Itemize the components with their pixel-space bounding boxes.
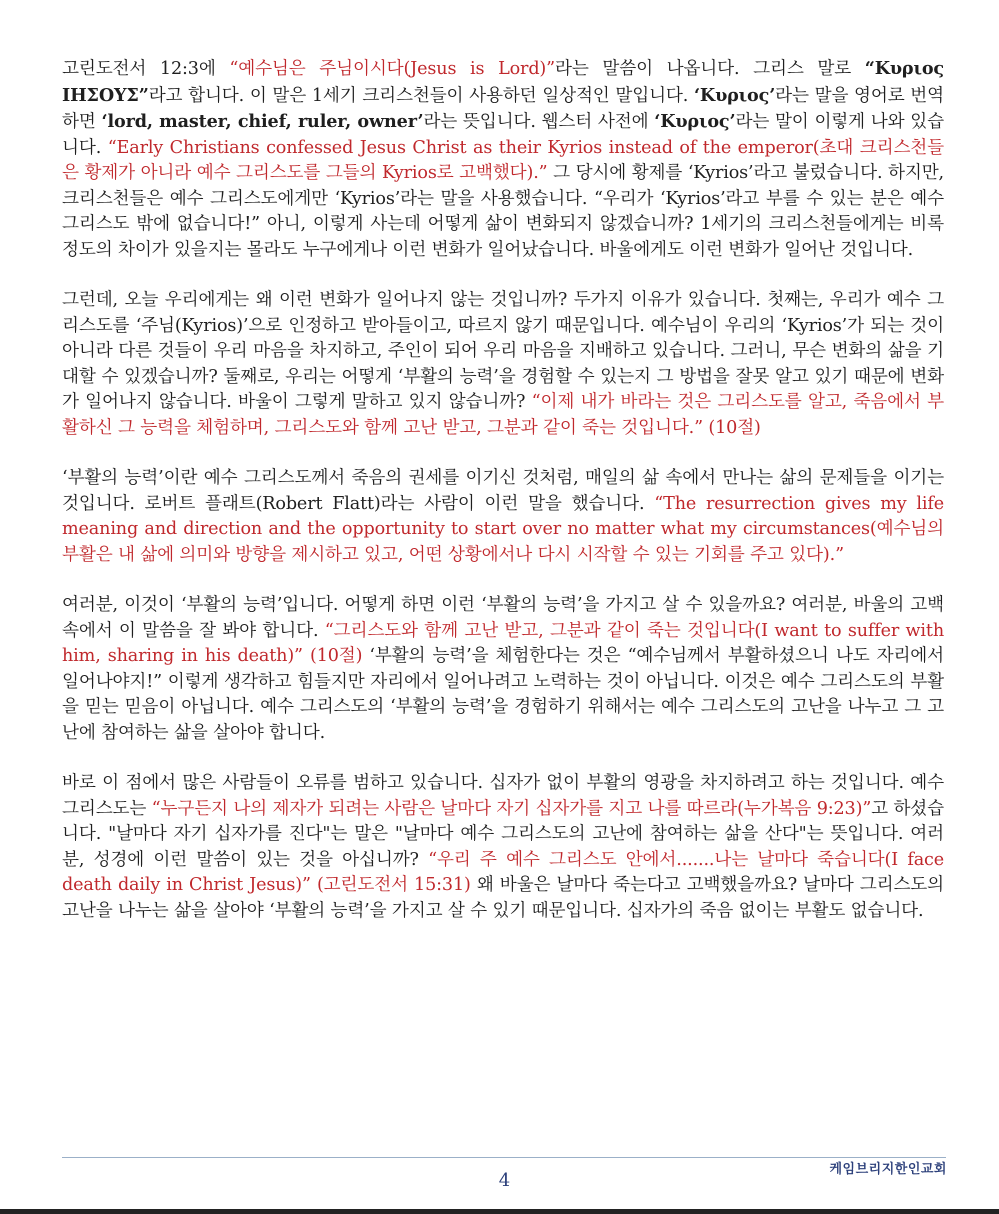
body-text: 라는 말이 이렇게 나와 있습니다. [62,112,944,158]
paragraph-1 [62,56,944,263]
emphasis-text: ‘Κυριος’ [693,84,776,106]
emphasis-text: ‘Κυριος’ [654,111,736,132]
scripture-quote: (10절) [702,417,761,438]
body-text: 라는 말을 영어로 번역하면 [62,85,944,132]
scripture-quote: “Early Christians confessed Jesus Christ as their Kyrios instead of the emperor(초대 크리스천들은 황제가 아니라 예수 그리스도를 그들의 Kyrios로 고백했다).” [62,137,944,183]
emphasis-text: ‘lord, master, chief, ruler, owner’ [101,111,424,132]
body-text: 라는 뜻입니다. 웹스터 사전에 [423,112,655,132]
body-text: 라고 합니다. 이 말은 1세기 크리스천들이 사용하던 일상적인 말입니다. [148,85,694,106]
scripture-quote: “The resurrection gives my life meaning and direction and the opportunity to start over no matter what my circumstances(예수님의 부활은 내 삶에 의미와 방향을 제시하고 있고, 어떤 상황에서나 다시 시작할 수 있는 기회를 주고 있다).” [62,493,944,565]
paragraph-4 [62,593,944,746]
page-number: 4 [498,1170,511,1191]
paragraph-5 [62,771,944,924]
scripture-quote: “그리스도와 함께 고난 받고, 그분과 같이 죽는 것입니다(I want to suffer with him, sharing in his death)” (10절) [62,620,945,666]
scripture-quote: “예수님은 주님이시다(Jesus is Lord)” [229,59,555,79]
church-name: 케임브리지한인교회 [829,1162,947,1177]
paragraph-3 [62,466,944,568]
body-text: 고 하셨습니다. "날마다 자기 십자가를 진다"는 말은 "날마다 예수 그리스도의 고난에 참여하는 삶을 산다"는 뜻입니다. 여러분, 성경에 이런 말씀이 있는 것을 아십니까? [62,798,944,870]
emphasis-text: “Κυριος ΙΗΣΟΥΣ” [62,58,944,106]
body-text: 그런데, 오늘 우리에게는 왜 이런 변화가 일어나지 않는 것입니까? 두가지 이유가 있습니다. 첫째는, 우리가 예수 그리스도를 ‘주님(Kyrios)’으로 인정하고 받아들이고, 따르지 않기 때문입니다. 예수님이 우리의 ‘Kyrios’가 되는 것이 아니라 다른 것들이 우리 마음을 차지하고, 주인이 되어 우리 마음을 지배하고 있습니다. 그러니, 무슨 변화의 삶을 기대할 수 있겠습니까? 둘째로, 우리는 어떻게 ‘부활의 능력’을 경험할 수 있는지 그 방법을 잘못 알고 있기 때문에 변화가 일어나지 않습니다. 바울이 그렇게 말하고 있지 않습니까? [62,290,944,412]
scripture-quote: “누구든지 나의 제자가 되려는 사람은 날마다 자기 십자가를 지고 나를 따르라(누가복음 9:23)” [151,798,872,819]
footer-divider [62,1157,946,1158]
body-text: 그 당시에 황제를 ‘Kyrios’라고 불렀습니다. 하지만, 크리스천들은 예수 그리스도에게만 ‘Kyrios’라는 말을 사용했습니다. “우리가 ‘Kyrios’라고 부를 수 있는 분은 예수 그리스도 밖에 없습니다!” 아니, 이렇게 사는데 어떻게 삶이 변화되지 않겠습니까? 1세기의 크리스천들에게는 비록 정도의 차이가 있을지는 몰라도 누구에게나 이런 변화가 일어났습니다. 바울에게도 이런 변화가 일어난 것입니다. [62,163,944,260]
body-text: 라는 말씀이 나옵니다. 그리스 말로 [555,59,865,79]
body-text: 고린도전서 12:3에 [62,59,230,79]
body-text: 왜 바울은 날마다 죽는다고 고백했을까요? 날마다 그리스도의 고난을 나누는 삶을 살아야 ‘부활의 능력’을 가지고 살 수 있기 때문입니다. 십자가의 죽음 없이는 부활도 없습니다. [62,875,945,921]
bottom-edge-bar [0,1209,999,1214]
scripture-quote: “우리 주 예수 그리스도 안에서.......나는 날마다 죽습니다(I face death daily in Christ Jesus)” (고린도전서 15:31) [62,849,944,895]
body-text: ‘부활의 능력’이란 예수 그리스도께서 죽음의 권세를 이기신 것처럼, 매일의 삶 속에서 만나는 삶의 문제들을 이기는 것입니다. 로버트 플래트(Robert Flatt)라는 사람이 이런 말을 했습니다. [62,468,944,514]
body-text: 여러분, 이것이 ‘부활의 능력’입니다. 어떻게 하면 이런 ‘부활의 능력’을 가지고 살 수 있을까요? 여러분, 바울의 고백 속에서 이 말씀을 잘 봐야 합니다. [62,595,944,641]
body-text: ‘부활의 능력’을 체험한다는 것은 “예수님께서 부활하셨으니 나도 자리에서 일어나야지!” 이렇게 생각하고 힘들지만 자리에서 일어나려고 노력하는 것이 아닙니다. 이것은 예수 그리스도의 부활을 믿는 믿음이 아닙니다. 예수 그리스도의 ‘부활의 능력’을 경험하기 위해서는 예수 그리스도의 고난을 나누고 그 고난에 참여하는 삶을 살아야 합니다. [62,646,944,743]
scripture-quote: “이제 내가 바라는 것은 그리스도를 알고, 죽음에서 부활하신 그 능력을 체험하며, 그리스도와 함께 고난 받고, 그분과 같이 죽는 것입니다.” [62,392,944,438]
paragraph-2 [62,288,944,441]
sermon-body [62,56,944,949]
body-text: 바로 이 점에서 많은 사람들이 오류를 범하고 있습니다. 십자가 없이 부활의 영광을 차지하려고 하는 것입니다. 예수 그리스도는 [62,773,944,819]
